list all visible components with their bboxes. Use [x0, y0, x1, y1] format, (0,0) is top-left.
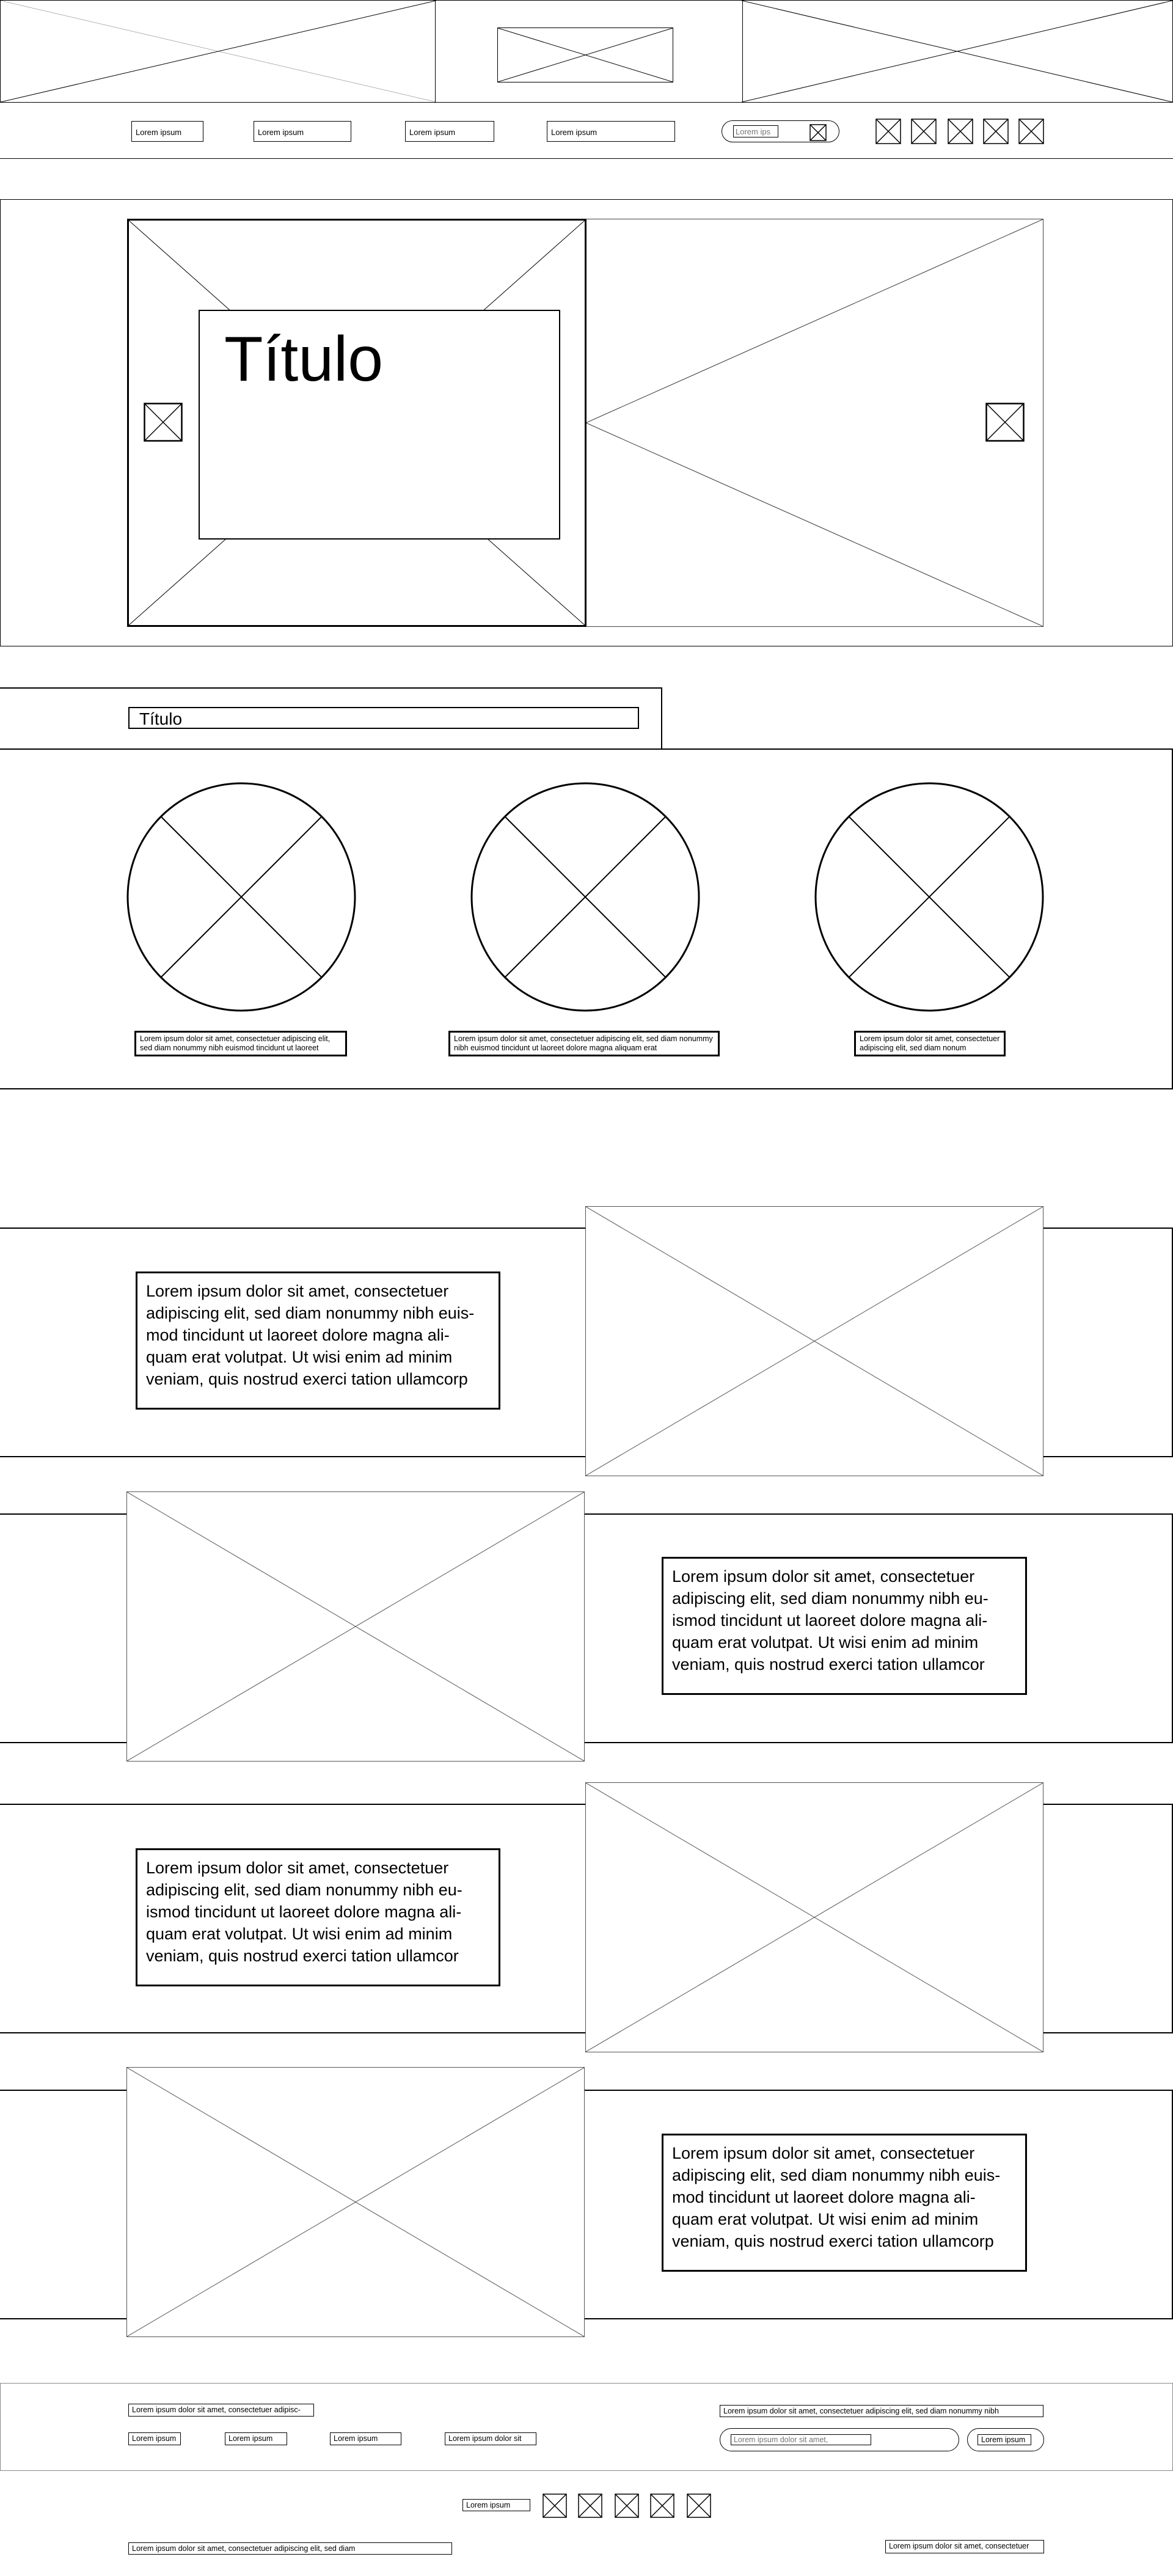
footer-copyright: Lorem ipsum dolor sit amet, consectetuer adipiscing elit, sed diam	[128, 2542, 452, 2555]
footer-panel	[0, 2383, 1173, 2471]
social-icon-2[interactable]	[911, 119, 937, 144]
social-icon-1[interactable]	[875, 119, 901, 144]
nav-item-2[interactable]: Lorem ipsum	[254, 121, 351, 142]
footer-link-2[interactable]: Lorem ipsum	[225, 2432, 287, 2445]
circle-caption-3: Lorem ipsum dolor sit amet, consectetuer adipiscing elit, sed diam nonum	[854, 1031, 1006, 1056]
feature-image-4	[126, 2067, 585, 2337]
search-input[interactable]	[733, 125, 778, 137]
circle-image-3	[814, 782, 1044, 1012]
nav-item-1[interactable]: Lorem ipsum	[131, 121, 203, 142]
footer-link-3[interactable]: Lorem ipsum	[330, 2432, 401, 2445]
hero-title-card	[199, 310, 560, 540]
header-banner-left-image	[0, 0, 436, 103]
footer-social-icon-3[interactable]	[615, 2494, 639, 2518]
footer-newsletter-text: Lorem ipsum dolor sit amet, consectetuer adipiscing elit, sed diam nonummy nibh	[720, 2405, 1043, 2417]
hero-title: Título	[224, 324, 384, 395]
search-icon[interactable]	[809, 124, 827, 141]
feature-image-3	[585, 1782, 1043, 2052]
footer-link-4[interactable]: Lorem ipsum dolor sit	[445, 2432, 536, 2445]
footer-link-1[interactable]: Lorem ipsum	[128, 2432, 181, 2445]
footer-headline: Lorem ipsum dolor sit amet, consectetuer adipisc-	[128, 2404, 314, 2417]
feature-text-2: Lorem ipsum dolor sit amet, consectetuer adipiscing elit, sed diam nonummy nibh eu-ismod tincidunt ut laoreet dolore magna ali-quam erat volutpat. Ut wisi enim ad minim veniam, quis nostrud exerci tation ullamcor	[662, 1557, 1027, 1695]
footer-social-icon-4[interactable]	[650, 2494, 674, 2518]
section-title: Título	[128, 707, 639, 729]
feature-text-4: Lorem ipsum dolor sit amet, consectetuer adipiscing elit, sed diam nonummy nibh euis-mod tincidunt ut laoreet dolore magna ali-quam erat volutpat. Ut wisi enim ad minim veniam, quis nostrud exerci tation ullamcorp	[662, 2134, 1027, 2272]
carousel-prev-icon[interactable]	[144, 403, 183, 442]
footer-credit: Lorem ipsum dolor sit amet, consectetuer	[885, 2540, 1044, 2553]
feature-image-1	[585, 1206, 1043, 1476]
social-icon-5[interactable]	[1018, 119, 1044, 144]
feature-text-1: Lorem ipsum dolor sit amet, consectetuer adipiscing elit, sed diam nonummy nibh euis-mod tincidunt ut laoreet dolore magna ali-quam erat volutpat. Ut wisi enim ad minim veniam, quis nostrud exerci tation ullamcorp	[136, 1272, 500, 1410]
footer-social-icon-2[interactable]	[578, 2494, 602, 2518]
circle-caption-2: Lorem ipsum dolor sit amet, consectetuer adipiscing elit, sed diam nonummy nibh euismod tincidunt ut laoreet dolore magna aliquam erat	[448, 1031, 720, 1056]
carousel-next-icon[interactable]	[985, 403, 1025, 442]
social-icon-4[interactable]	[983, 119, 1009, 144]
header-banner-right-image	[742, 0, 1173, 103]
nav-item-3[interactable]: Lorem ipsum	[405, 121, 494, 142]
feature-image-2	[126, 1491, 585, 1762]
footer-social-label: Lorem ipsum	[462, 2499, 530, 2511]
footer-submit-label: Lorem ipsum	[978, 2434, 1031, 2445]
footer-social-icon-1[interactable]	[543, 2494, 567, 2518]
header-logo-image[interactable]	[497, 27, 673, 82]
circle-caption-1: Lorem ipsum dolor sit amet, consectetuer adipiscing elit, sed diam nonummy nibh euismod tincidunt ut laoreet	[134, 1031, 347, 1056]
circle-image-2	[470, 782, 700, 1012]
footer-email-input[interactable]	[731, 2434, 871, 2445]
hero-slide-image-right	[585, 219, 1043, 627]
nav-item-4[interactable]: Lorem ipsum	[547, 121, 675, 142]
footer-social-icon-5[interactable]	[687, 2494, 711, 2518]
social-icon-3[interactable]	[948, 119, 973, 144]
circle-image-1	[126, 782, 356, 1012]
feature-text-3: Lorem ipsum dolor sit amet, consectetuer adipiscing elit, sed diam nonummy nibh eu-ismod tincidunt ut laoreet dolore magna ali-quam erat volutpat. Ut wisi enim ad minim veniam, quis nostrud exerci tation ullamcor	[136, 1848, 500, 1986]
